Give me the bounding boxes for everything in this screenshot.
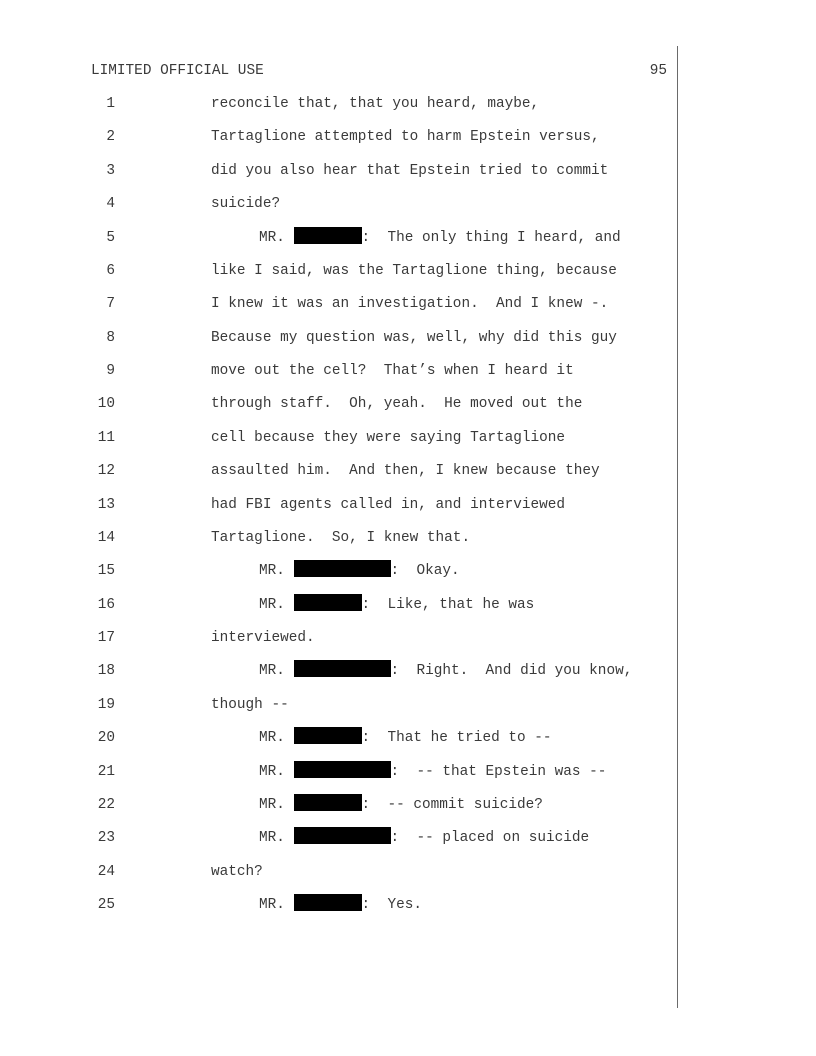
line-number: 4 — [106, 196, 115, 213]
transcript-line — [0, 422, 816, 455]
redaction-box — [294, 560, 391, 577]
line-number: 23 — [97, 830, 115, 847]
line-number: 12 — [97, 463, 115, 480]
transcript-line — [0, 555, 816, 588]
transcript-line — [0, 489, 816, 522]
line-text-lead: cell because they were saying Tartaglione — [211, 429, 566, 446]
transcript-line — [0, 756, 816, 789]
redaction-box — [294, 827, 391, 844]
line-text — [211, 288, 608, 321]
line-text-rest: : That he tried to -- — [361, 730, 552, 747]
line-text-lead: interviewed. — [211, 630, 315, 646]
line-number: 15 — [97, 563, 115, 580]
line-text — [211, 422, 565, 455]
transcript-line — [0, 322, 816, 355]
line-text — [211, 455, 600, 488]
transcript-line — [0, 388, 816, 421]
transcript-line — [0, 856, 816, 889]
line-text-lead: reconcile that, that you heard, maybe, — [211, 96, 540, 112]
line-number: 6 — [106, 262, 115, 279]
transcript-line — [0, 655, 816, 688]
line-text — [211, 155, 608, 188]
line-text-lead: MR. — [259, 796, 294, 813]
transcript-line — [0, 121, 816, 154]
line-number: 22 — [97, 796, 115, 813]
redaction-box — [294, 227, 362, 244]
line-number: 7 — [106, 296, 115, 313]
line-number: 25 — [97, 897, 115, 913]
line-text-lead: Tartaglione. So, I knew that. — [211, 529, 471, 546]
line-text-lead: MR. — [259, 663, 294, 680]
line-text-lead: MR. — [259, 763, 294, 780]
transcript-line — [0, 455, 816, 488]
line-number: 3 — [106, 162, 115, 179]
line-text — [211, 522, 470, 555]
line-text-rest: : Okay. — [390, 563, 460, 580]
line-text — [259, 555, 460, 588]
line-text-lead: MR. — [259, 830, 294, 847]
redaction-box — [294, 660, 391, 677]
transcript-line — [0, 155, 816, 188]
transcript-line — [0, 188, 816, 221]
line-number: 20 — [97, 730, 115, 747]
line-number: 11 — [97, 429, 115, 446]
transcript-line — [0, 789, 816, 822]
line-text — [211, 388, 582, 421]
transcript-line — [0, 722, 816, 755]
transcript-line — [0, 889, 816, 922]
line-number: 8 — [106, 329, 115, 346]
line-text — [259, 222, 621, 255]
line-number: 17 — [97, 630, 115, 646]
line-text-lead: did you also hear that Epstein tried to commit — [211, 162, 609, 179]
page-number: 95 — [649, 63, 667, 79]
transcript-line — [0, 288, 816, 321]
line-text — [211, 188, 280, 221]
line-text-lead: had FBI agents called in, and interviewed — [211, 496, 566, 513]
redaction-box — [294, 894, 362, 911]
line-text — [211, 88, 539, 121]
line-text-rest: : The only thing I heard, and — [361, 229, 621, 246]
line-number: 1 — [106, 96, 115, 112]
line-text-lead: Tartaglione attempted to harm Epstein versus, — [211, 129, 600, 146]
line-text-lead: assaulted him. And then, I knew because they — [211, 463, 600, 480]
line-number: 19 — [97, 696, 115, 713]
line-number: 14 — [97, 529, 115, 546]
line-text — [211, 622, 315, 655]
line-text — [211, 255, 617, 288]
line-number: 24 — [97, 863, 115, 880]
line-text-lead: like I said, was the Tartaglione thing, because — [211, 262, 617, 279]
line-number: 13 — [97, 496, 115, 513]
line-text — [259, 756, 606, 789]
line-text — [259, 822, 589, 855]
line-number: 18 — [97, 663, 115, 680]
redaction-box — [294, 594, 362, 611]
line-text — [259, 722, 552, 755]
line-text — [211, 121, 600, 154]
line-text — [259, 589, 534, 622]
line-number: 16 — [97, 596, 115, 613]
line-text-lead: suicide? — [211, 196, 281, 213]
line-text-lead: MR. — [259, 596, 294, 613]
line-text — [211, 322, 617, 355]
line-text-rest: : -- placed on suicide — [390, 830, 590, 847]
line-text-lead: Because my question was, well, why did this guy — [211, 329, 617, 346]
line-text-rest: : -- commit suicide? — [361, 796, 543, 813]
line-text-lead: MR. — [259, 730, 294, 747]
line-text-lead: MR. — [259, 897, 294, 913]
redaction-box — [294, 794, 362, 811]
transcript-line — [0, 689, 816, 722]
line-text — [259, 889, 422, 922]
line-number: 10 — [97, 396, 115, 413]
transcript-line — [0, 822, 816, 855]
redaction-box — [294, 761, 391, 778]
line-text-rest: : Right. And did you know, — [390, 663, 633, 680]
line-number: 2 — [106, 129, 115, 146]
line-text-lead: though -- — [211, 696, 289, 713]
line-number: 9 — [106, 363, 115, 379]
line-number: 21 — [97, 763, 115, 780]
line-text — [211, 355, 574, 388]
line-text-lead: MR. — [259, 563, 294, 580]
line-number: 5 — [106, 229, 115, 246]
transcript-lines — [0, 88, 816, 922]
line-text — [211, 489, 565, 522]
transcript-line — [0, 355, 816, 388]
line-text-rest: : -- that Epstein was -- — [390, 763, 607, 780]
line-text — [259, 789, 543, 822]
transcript-line — [0, 88, 816, 121]
line-text-rest: : Like, that he was — [361, 596, 535, 613]
line-text-lead: move out the cell? That’s when I heard it — [211, 363, 574, 379]
transcript-line — [0, 622, 816, 655]
line-text — [259, 655, 632, 688]
line-text-lead: through staff. Oh, yeah. He moved out the — [211, 396, 583, 413]
redaction-box — [294, 727, 362, 744]
transcript-line — [0, 589, 816, 622]
line-text-lead: watch? — [211, 863, 263, 880]
transcript-line — [0, 222, 816, 255]
line-text — [211, 689, 289, 722]
line-text-lead: I knew it was an investigation. And I knew -. — [211, 296, 609, 313]
header-classification: LIMITED OFFICIAL USE — [91, 63, 264, 79]
transcript-line — [0, 255, 816, 288]
line-text-rest: : Yes. — [361, 897, 422, 913]
line-text-lead: MR. — [259, 229, 294, 246]
line-text — [211, 856, 263, 889]
transcript-line — [0, 522, 816, 555]
